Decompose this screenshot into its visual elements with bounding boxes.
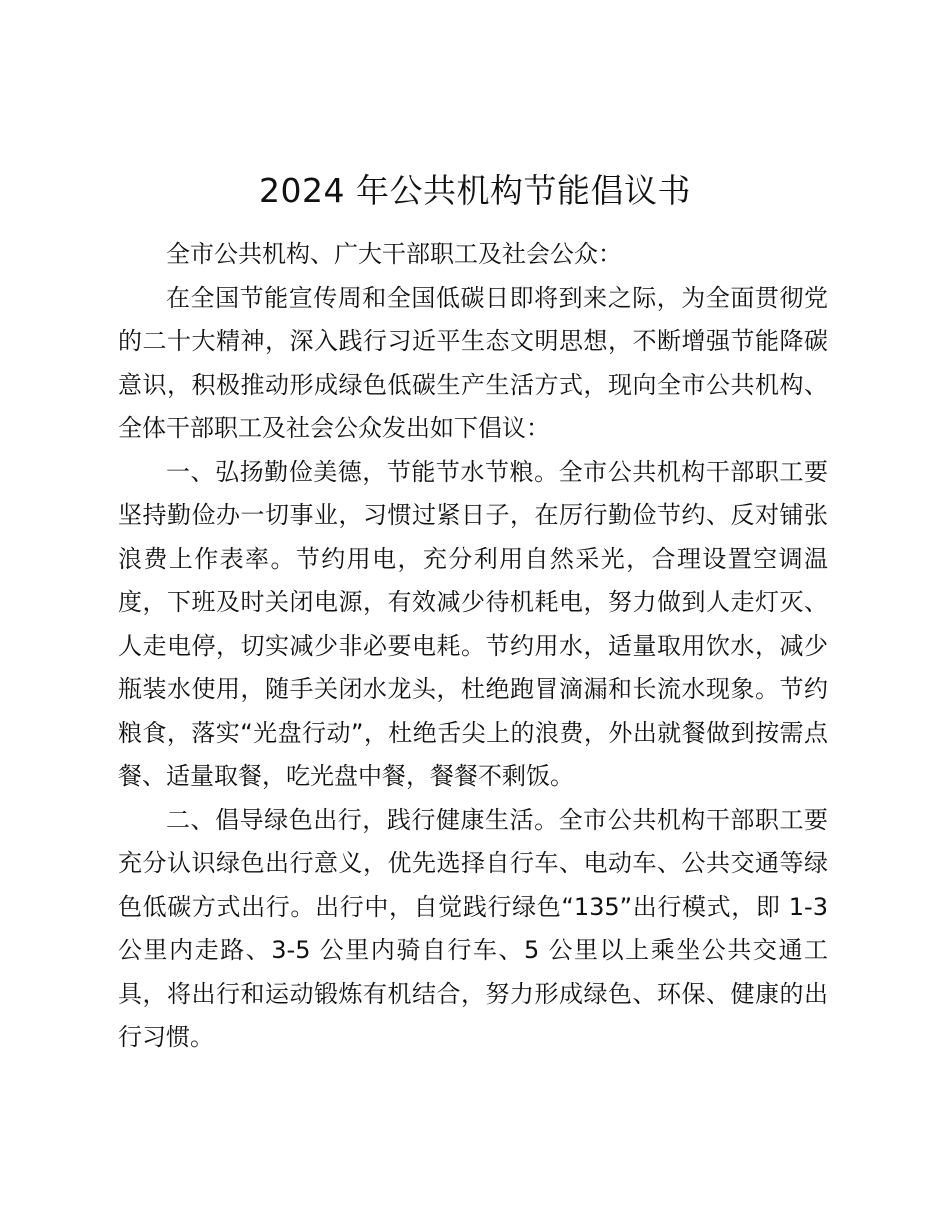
document-title: 2024 年公共机构节能倡议书 xyxy=(259,171,691,210)
paragraph-intro: 在全国节能宣传周和全国低碳日即将到来之际，为全面贯彻党的二十大精神，深入践行习近平生态文明思想，不断增强节能降碳意识，积极推动形成绿色低碳生产生活方式，现向全市公共机构、全体干部职工及社会公众发出如下倡议： xyxy=(118,283,828,442)
salutation: 全市公共机构、广大干部职工及社会公众： xyxy=(166,240,622,268)
document-body xyxy=(118,233,828,1060)
paragraph-section-one: 一、弘扬勤俭美德，节能节水节粮。全市公共机构干部职工要坚持勤俭办一切事业，习惯过紧日子，在厉行勤俭节约、反对铺张浪费上作表率。节约用电，充分利用自然采光，合理设置空调温度，下班及时关闭电源，有效减少待机耗电，努力做到人走灯灭、人走电停，切实减少非必要电耗。节约用水，适量取用饮水，减少瓶装水使用，随手关闭水龙头，杜绝跑冒滴漏和长流水现象。节约粮食，落实“光盘行动”，杜绝舌尖上的浪费，外出就餐做到按需点餐、适量取餐，吃光盘中餐，餐餐不剩饭。 xyxy=(118,457,828,790)
paragraph-section-two: 二、倡导绿色出行，践行健康生活。全市公共机构干部职工要充分认识绿色出行意义，优先选择自行车、电动车、公共交通等绿色低碳方式出行。出行中，自觉践行绿色“135”出行模式，即 1-3 公里内走路、3-5 公里内骑自行车、5 公里以上乘坐公共交通工具，将出行和运动锻炼有机结合，努力形成绿色、环保、健康的出行习惯。 xyxy=(118,805,828,1051)
